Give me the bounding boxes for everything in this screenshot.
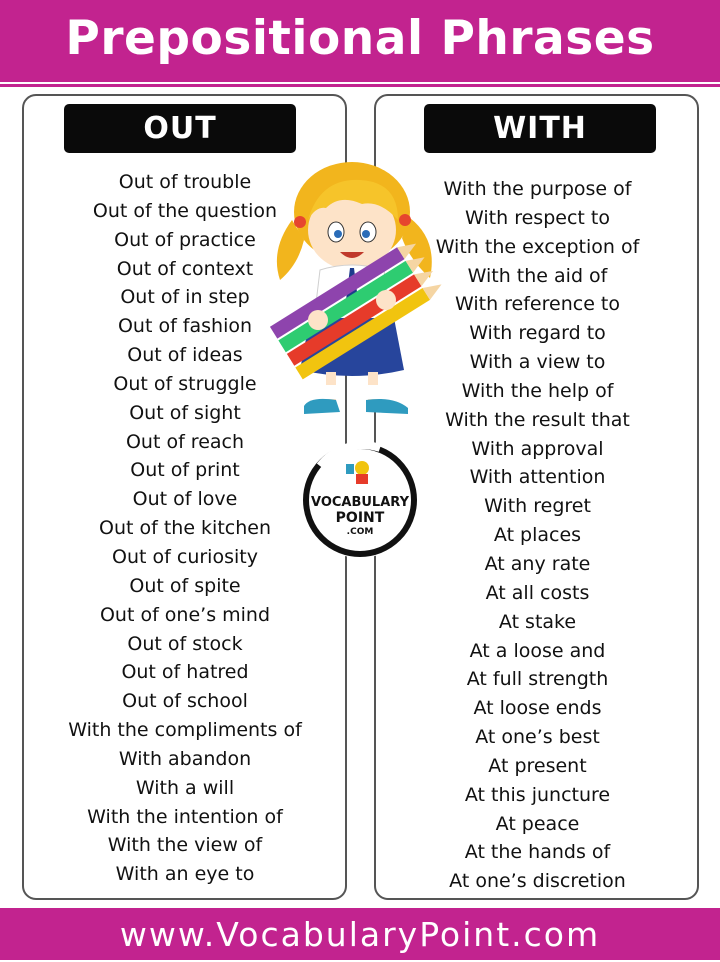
phrase-item: Out of practice bbox=[114, 228, 256, 251]
phrase-item: At this juncture bbox=[464, 783, 611, 806]
phrase-item: With regret bbox=[484, 495, 591, 518]
girl-with-pencils-illustration bbox=[270, 160, 450, 430]
phrase-item: Out of school bbox=[122, 690, 248, 713]
title-underline bbox=[0, 84, 720, 87]
title-banner bbox=[0, 0, 720, 82]
phrase-item: With a view to bbox=[469, 351, 606, 374]
phrase-item: With abandon bbox=[118, 747, 252, 770]
phrase-item: Out of in step bbox=[120, 286, 250, 309]
logo-line-2: POINT bbox=[335, 510, 385, 526]
page-title: Prepositional Phrases bbox=[65, 11, 655, 66]
out-heading: OUT bbox=[64, 104, 296, 153]
logo-line-3: .COM bbox=[346, 527, 374, 537]
phrase-item: Out of print bbox=[130, 459, 240, 482]
phrase-item: Out of struggle bbox=[113, 372, 257, 395]
phrase-item: With the compliments of bbox=[68, 719, 302, 742]
phrase-item: Out of one’s mind bbox=[99, 603, 271, 626]
phrase-item: Out of the kitchen bbox=[98, 517, 271, 540]
phrase-item: At present bbox=[488, 754, 587, 777]
phrase-item: Out of hatred bbox=[121, 661, 249, 684]
phrase-item: Out of trouble bbox=[118, 171, 252, 193]
phrase-item: At one’s discretion bbox=[449, 870, 626, 893]
phrase-item: With the purpose of bbox=[443, 178, 632, 200]
phrase-item: Out of fashion bbox=[117, 315, 253, 338]
phrase-item: With the aid of bbox=[467, 264, 608, 287]
phrase-item: Out of curiosity bbox=[112, 545, 258, 568]
phrase-item: At all costs bbox=[485, 581, 590, 604]
phrase-item: At one’s best bbox=[475, 726, 600, 749]
phrase-item: With the result that bbox=[445, 408, 630, 431]
phrase-item: At loose ends bbox=[473, 697, 602, 720]
footer-url[interactable]: www.VocabularyPoint.com bbox=[119, 915, 601, 954]
phrase-item: With reference to bbox=[454, 293, 621, 316]
phrase-item: With the help of bbox=[461, 379, 614, 402]
phrase-item: With the intention of bbox=[87, 805, 283, 828]
logo-line-1: VOCABULARY bbox=[310, 495, 410, 510]
phrase-item: Out of ideas bbox=[127, 344, 243, 367]
vocabulary-point-logo bbox=[300, 440, 420, 560]
phrase-item: Out of sight bbox=[129, 401, 241, 424]
phrase-item: With a will bbox=[135, 776, 235, 799]
phrase-item: With approval bbox=[471, 437, 604, 460]
phrase-item: At full strength bbox=[466, 668, 609, 691]
phrase-item: Out of love bbox=[132, 488, 238, 511]
phrase-item: Out of spite bbox=[129, 574, 241, 597]
footer-banner bbox=[0, 908, 720, 960]
phrase-item: With respect to bbox=[465, 206, 610, 229]
phrase-item: At any rate bbox=[484, 552, 591, 575]
phrase-item: At peace bbox=[495, 812, 580, 835]
phrase-item: With the exception of bbox=[435, 235, 640, 258]
phrase-item: At places bbox=[493, 524, 582, 547]
phrase-item: Out of context bbox=[116, 257, 254, 280]
phrase-item: With an eye to bbox=[115, 863, 255, 886]
phrase-item: At the hands of bbox=[464, 841, 611, 864]
phrase-item: With attention bbox=[469, 466, 606, 489]
phrase-item: Out of reach bbox=[125, 430, 245, 453]
phrase-item: Out of stock bbox=[127, 632, 243, 655]
phrase-item: With the view of bbox=[107, 834, 263, 857]
phrase-item: At stake bbox=[498, 610, 577, 633]
phrase-item: At a loose and bbox=[469, 639, 606, 662]
phrase-item: Out of the question bbox=[92, 199, 278, 222]
phrase-item: With regard to bbox=[469, 322, 606, 345]
with-heading: WITH bbox=[424, 104, 656, 153]
